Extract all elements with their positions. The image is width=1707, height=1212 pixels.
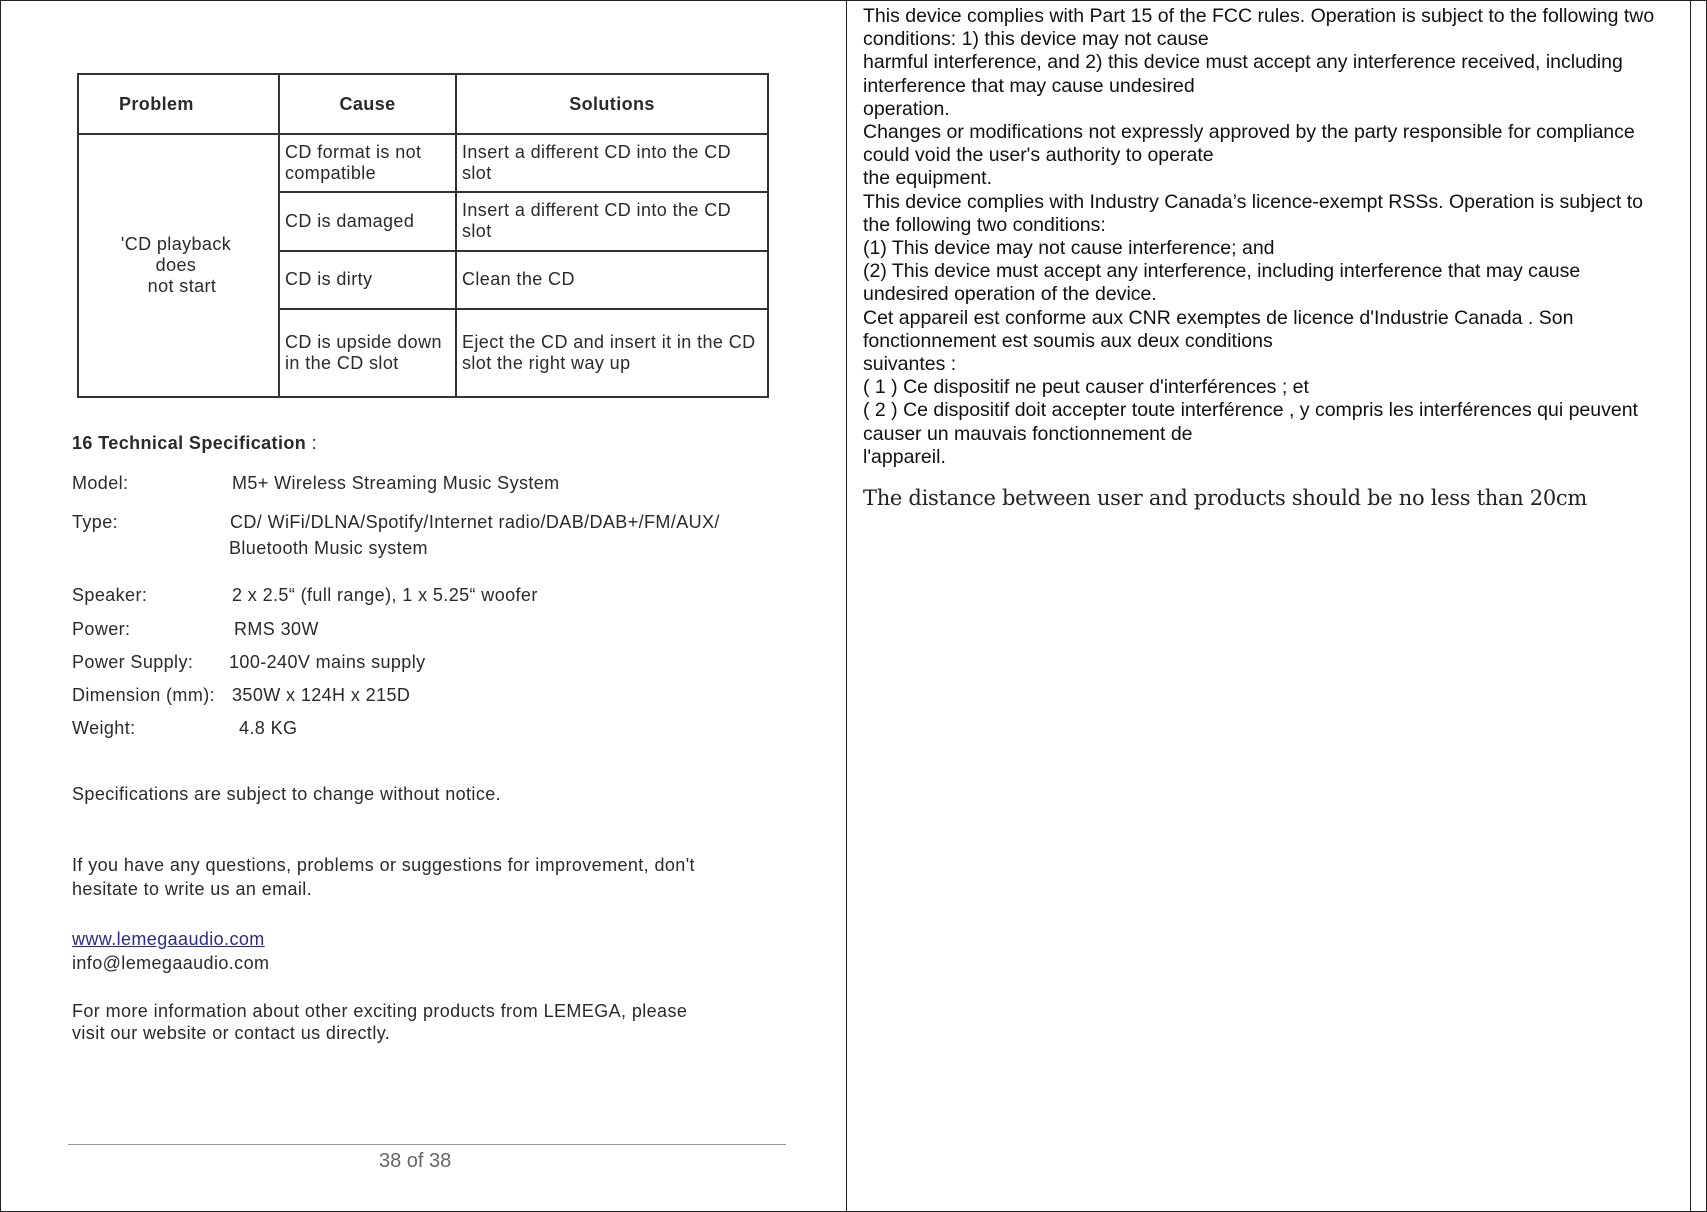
- questions-line: If you have any questions, problems or suggestions for improvement, don't: [72, 855, 695, 875]
- spec-heading-text: 16 Technical Specification: [72, 433, 307, 453]
- solution-line: slot the right way up: [462, 352, 631, 373]
- solution-cell: [456, 309, 768, 397]
- footer-rule: [68, 1144, 786, 1145]
- spec-value: 350W x 124H x 215D: [232, 685, 411, 705]
- spec-label: Model:: [72, 473, 129, 493]
- cause-cell: [279, 134, 456, 192]
- page-divider: [846, 0, 847, 1212]
- compliance-line: undesired operation of the device.: [863, 283, 1157, 306]
- compliance-line: suivantes :: [863, 353, 957, 376]
- spec-label: Type:: [72, 512, 119, 532]
- compliance-line: conditions: 1) this device may not cause: [863, 28, 1209, 51]
- compliance-line: could void the user's authority to operate: [863, 144, 1214, 167]
- cause-line: CD is dirty: [285, 269, 373, 290]
- cause-cell: [279, 309, 456, 397]
- spec-label: Weight:: [72, 718, 136, 738]
- problem-cell: [78, 134, 279, 397]
- header-problem: Problem: [78, 74, 279, 134]
- website-link[interactable]: www.lemegaaudio.com: [72, 929, 265, 949]
- compliance-line: l'appareil.: [863, 445, 946, 468]
- spec-label: Speaker:: [72, 585, 148, 605]
- spec-value: M5+ Wireless Streaming Music System: [232, 473, 560, 493]
- compliance-line: the equipment.: [863, 167, 993, 190]
- solution-line: Clean the CD: [462, 269, 575, 290]
- spec-heading-colon: :: [311, 433, 317, 453]
- problem-line: 'CD playback: [120, 234, 232, 255]
- solution-line: Eject the CD and insert it in the CD: [462, 331, 756, 352]
- spec-value: 4.8 KG: [239, 718, 298, 738]
- contact-block: [72, 927, 269, 975]
- solution-cell: [456, 192, 768, 250]
- spec-value: 100-240V mains supply: [229, 652, 426, 672]
- spec-value: CD/ WiFi/DLNA/Spotify/Internet radio/DAB/DAB+/FM/AUX/: [230, 512, 720, 532]
- more-info-line: For more information about other exciting products from LEMEGA, please: [72, 1001, 688, 1021]
- spec-label: Power:: [72, 619, 131, 639]
- spec-value: Bluetooth Music system: [229, 538, 428, 558]
- header-cause: Cause: [279, 74, 456, 134]
- spec-label: Power Supply:: [72, 652, 194, 672]
- compliance-line: ( 1 ) Ce dispositif ne peut causer d'interférences ; et: [863, 376, 1309, 399]
- compliance-line: harmful interference, and 2) this device must accept any interference received, including: [863, 51, 1623, 74]
- questions-text: [72, 853, 695, 901]
- spec-value: RMS 30W: [234, 619, 319, 639]
- compliance-line: ( 2 ) Ce dispositif doit accepter toute interférence , y compris les interférences qui peuvent: [863, 399, 1638, 422]
- compliance-line: (1) This device may not cause interference; and: [863, 237, 1275, 260]
- email-text: info@lemegaaudio.com: [72, 953, 270, 973]
- cause-cell: [279, 251, 456, 309]
- left-page: [0, 0, 846, 1212]
- header-solutions: Solutions: [456, 74, 768, 134]
- solution-line: Insert a different CD into the CD slot: [462, 200, 731, 242]
- spec-label: Dimension (mm):: [72, 685, 216, 705]
- distance-notice: The distance between user and products should be no less than 20cm: [863, 486, 1587, 510]
- table-row: [78, 134, 768, 192]
- cause-line: CD format is not: [285, 142, 422, 163]
- solution-line: Insert a different CD into the CD slot: [462, 142, 731, 184]
- compliance-line: Cet appareil est conforme aux CNR exemptes de licence d'Industrie Canada . Son: [863, 306, 1574, 329]
- more-info-text: [72, 1000, 687, 1044]
- compliance-text: [863, 5, 1693, 469]
- cause-line: compatible: [285, 163, 377, 184]
- page-number: 38 of 38: [379, 1150, 452, 1172]
- cause-line: CD is damaged: [285, 210, 415, 231]
- compliance-line: Changes or modifications not expressly approved by the party responsible for compliance: [863, 121, 1635, 144]
- problem-line: does: [155, 255, 197, 276]
- compliance-line: causer un mauvais fonctionnement de: [863, 422, 1193, 445]
- compliance-line: This device complies with Industry Canada’s licence-exempt RSSs. Operation is subject to: [863, 190, 1643, 213]
- compliance-line: fonctionnement est soumis aux deux conditions: [863, 329, 1273, 352]
- cause-line: in the CD slot: [285, 352, 399, 373]
- solution-cell: [456, 134, 768, 192]
- compliance-line: operation.: [863, 97, 950, 120]
- more-info-line: visit our website or contact us directly.: [72, 1023, 391, 1043]
- compliance-line: interference that may cause undesired: [863, 74, 1195, 97]
- cause-line: CD is upside down: [285, 331, 442, 352]
- spec-value: 2 x 2.5“ (full range), 1 x 5.25“ woofer: [232, 585, 538, 605]
- compliance-line: (2) This device must accept any interference, including interference that may cause: [863, 260, 1581, 283]
- table-header-row: [78, 74, 768, 134]
- compliance-line: the following two conditions:: [863, 213, 1106, 236]
- troubleshooting-table: [77, 73, 769, 398]
- change-notice: Specifications are subject to change without notice.: [72, 784, 502, 804]
- compliance-line: This device complies with Part 15 of the FCC rules. Operation is subject to the following two: [863, 5, 1655, 27]
- cause-cell: [279, 192, 456, 250]
- problem-line: not start: [147, 276, 217, 297]
- spec-heading: [72, 433, 317, 454]
- solution-cell: [456, 251, 768, 309]
- questions-line: hesitate to write us an email.: [72, 879, 313, 899]
